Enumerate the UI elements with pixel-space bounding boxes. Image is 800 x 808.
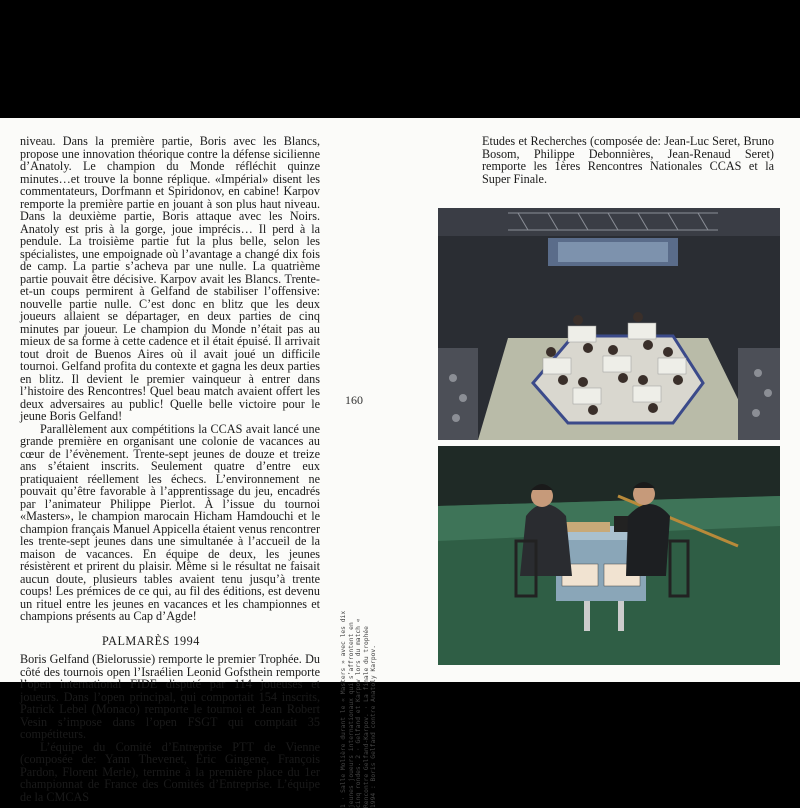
- tournament-hall-photo: [438, 208, 780, 440]
- palmares-heading: PALMARÈS 1994: [102, 633, 200, 648]
- right-paragraph: Etudes et Recherches (composée de: Jean-Luc Seret, Bruno Bosom, Philippe Debonnières, Jean-Renaud Seret) remporte les 1ères Rencontres Nationales CCAS et la Super Finale.: [482, 134, 774, 186]
- book-spread: [0, 118, 800, 808]
- left-page-column: [20, 135, 320, 803]
- match-paragraph: niveau. Dans la première partie, Boris avec les Blancs, propose une innovation théorique contre la défense sicilienne d’Anatoly. Le champion du Monde réfléchit quinze minutes…et trouve la bonne réplique. «Impérial» disent les commentateurs, Dorfmann et Spiridonov, en cabine! Karpov remporte la première partie en jouant à son plus haut niveau. Dans la deuxième partie, Boris attaque avec les Noirs. Anatoly est pris à la gorge, joue imprécis… Il perd à la pendule. La troisième partie fut la plus belle, selon les spécialistes, une empoignade où l’avantage a changé dix fois de camp. La partie s’acheva par une nulle. La quatrième partie pouvait être décisive. Karpov avait les Blancs. Trente-et-un coups permirent à Gelfand de stabiliser l’offensive: nouvelle partie nulle. C’est donc en blitz que les deux joueurs allaient se départager, en deux parties de cinq minutes par joueur. Le champion du Monde n’était pas au mieux de sa forme à cette cadence et il était épuisé. Il arrivait tout droit de Buenos Aires où il avait joué un difficile tournoi. Gelfand profita du contexte et gagna les deux parties en blitz. Il devient le premier vainqueur à entrer dans l’histoire des Rencontres! Quel beau match avaient offert les deux adversaires au public! Quelle belle victoire pour le jeune Boris Gelfand!: [20, 134, 320, 423]
- palmares-paragraph: Boris Gelfand (Bielorussie) remporte le premier Trophée. Du côté des tournois open l’Israélien Leonid Gofsthein remporte l’open international FIDE disputé par 114 joueuses et joueurs. Dans l’open principal, qui comportait 154 inscrits, Patrick Lebel (Monaco) remporte le tournoi et Jean Robert Vesin s’impose dans l’open FSGT qui comptait 35 compétiteurs.: [20, 652, 320, 741]
- photo-caption: 1 · Salle Molière durant le « Masters » avec les dix jeunes joueurs internationaux qui s’affrontent en cinq rondes. 2 · Gelfand et Karpov lors du match « Rencontre Gelfand-Karpov. · La finale du trophée 1994 : Boris Gelfand contre Anatoly Karpov.: [340, 610, 377, 808]
- gelfand-karpov-match-photo: [438, 446, 780, 665]
- right-page-column: [482, 135, 774, 185]
- page-number: 160: [345, 393, 363, 407]
- palmares-paragraph-2: L’équipe du Comité d’Entreprise PTT de Vienne (composée de: Yann Thevenet, Eric Gingene, François Pardon, Florent Merle), termine à la première place du 1er championnat de France des Comités d’Entreprise. L’équipe de la CMCAS: [20, 739, 320, 804]
- colony-paragraph: Parallèlement aux compétitions la CCAS avait lancé une grande première en organisant une colonie de vacances au cœur de l’évènement. Trente-sept jeunes de douze et treize ans s’étaient inscrits. Seulement quatre d’entre eux pratiquaient réellement les échecs. L’environnement ne pouvait qu’être favorable à l’apprentissage du jeu, encadrés par l’animateur Philippe Pierlot. À l’issue du tournoi «Masters», le champion marocain Hicham Hamdouchi et le champion français Manuel Appicella étaient venus rencontrer les trente-sept jeunes dans une simultanée à l’accueil de la maison de vacances. En équipe de deux, les jeunes résistèrent et prirent du plaisir. Même si le résultat ne faisait aucun doute, plusieurs tables avaient tenu jusqu’à trente coups! Les prémices de ce qui, au fil des éditions, est devenu un rituel entre les jeunes en vacances et les championnes et champions présents au Cap d’Agde!: [20, 421, 320, 623]
